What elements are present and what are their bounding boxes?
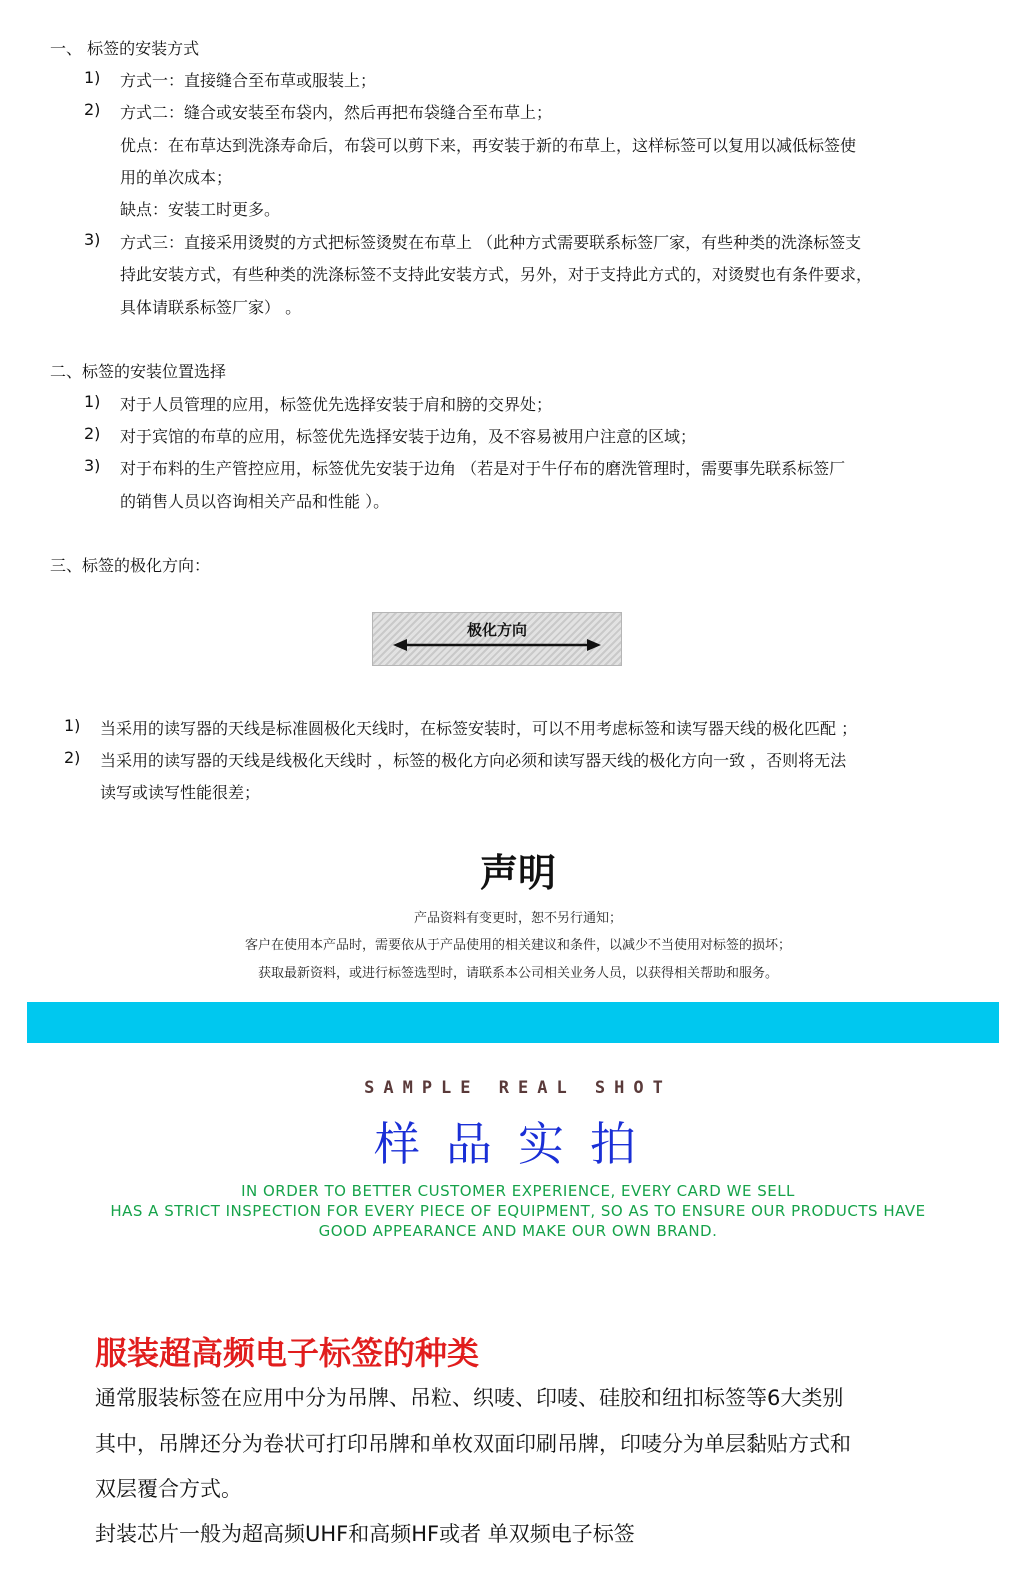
sample-english-title: SAMPLE REAL SHOT [364, 1078, 672, 1098]
sample-green-line3: GOOD APPEARANCE AND MAKE OUR OWN BRAND. [318, 1222, 718, 1240]
section1-item1-num: 1) [84, 68, 101, 87]
sample-green-line1: IN ORDER TO BETTER CUSTOMER EXPERIENCE, EVERY CARD WE SELL [241, 1182, 795, 1200]
section2-item1-num: 1) [84, 392, 101, 411]
section1-pros-line2: 用的单次成本； [120, 168, 233, 187]
section3-item1-num: 1) [64, 716, 81, 735]
section1-item1-text: 方式一：直接缝合至布草或服装上； [120, 71, 377, 90]
polarization-label: 极化方向 [466, 621, 527, 639]
section1-item3-line3: 具体请联系标签厂家） 。 [120, 298, 302, 317]
section3-item2-cont: 读写或读写性能很差； [100, 783, 261, 802]
section3-item2-num: 2) [64, 748, 81, 767]
section3-item2-text: 当采用的读写器的天线是线极化天线时 ，标签的极化方向必须和读写器天线的极化方向一致 ，否则将无法 [100, 751, 847, 770]
section1-heading: 一、 标签的安装方式 [50, 39, 200, 58]
section3-heading: 三、标签的极化方向： [50, 556, 211, 575]
statement-line1: 产品资料有变更时，恕不另行通知； [413, 911, 622, 926]
section1-item3-num: 3) [84, 230, 101, 249]
double-arrow-icon [393, 637, 601, 653]
types-line4: 封装芯片一般为超高频UHF和高频HF或者 单双频电子标签 [95, 1522, 635, 1546]
section1-item3-line2: 持此安装方式，有些种类的洗涤标签不支持此安装方式，另外，对于支持此方式的，对烫熨也有条件要求， [120, 265, 873, 284]
statement-line3: 获取最新资料，或进行标签选型时，请联系本公司相关业务人员，以获得相关帮助和服务。 [257, 966, 778, 981]
section1-pros-line1: 优点：在布草达到洗涤寿命后，布袋可以剪下来，再安装于新的布草上，这样标签可以复用以减低标签使 [120, 136, 857, 155]
section2-item2-text: 对于宾馆的布草的应用，标签优先选择安装于边角，及不容易被用户注意的区域； [120, 427, 697, 446]
types-line2: 其中，吊牌还分为卷状可打印吊牌和单枚双面印刷吊牌，印唛分为单层黏贴方式和 [95, 1432, 851, 1456]
sample-green-line2: HAS A STRICT INSPECTION FOR EVERY PIECE OF EQUIPMENT, SO AS TO ENSURE OUR PRODUCTS HAVE [110, 1202, 926, 1220]
sample-chinese-title: 样品实拍 [374, 1117, 662, 1171]
cyan-divider-band [27, 1002, 999, 1043]
section2-item3-num: 3) [84, 456, 101, 475]
section1-item2-text: 方式二：缝合或安装至布袋内，然后再把布袋缝合至布草上； [120, 103, 553, 122]
section3-item1-text: 当采用的读写器的天线是标准圆极化天线时，在标签安装时，可以不用考虑标签和读写器天线的极化匹配 ； [100, 719, 858, 738]
types-title: 服装超高频电子标签的种类 [95, 1334, 480, 1372]
statement-title: 声明 [479, 851, 556, 895]
statement-line2: 客户在使用本产品时，需要依从于产品使用的相关建议和条件，以减少不当使用对标签的损坏； [244, 938, 791, 953]
section2-item2-num: 2) [84, 424, 101, 443]
section2-item3-text: 对于布料的生产管控应用，标签优先安装于边角 （若是对于牛仔布的磨洗管理时，需要事先联系标签厂 [120, 459, 846, 478]
section1-cons: 缺点：安装工时更多。 [120, 200, 281, 219]
section2-heading: 二、标签的安装位置选择 [50, 362, 227, 381]
section2-item1-text: 对于人员管理的应用，标签优先选择安装于肩和膀的交界处； [120, 395, 553, 414]
section1-item2-num: 2) [84, 100, 101, 119]
types-line3: 双层覆合方式。 [95, 1477, 242, 1501]
polarization-tag-image [372, 612, 622, 666]
section2-item3-cont: 的销售人员以咨询相关产品和性能 ）。 [120, 492, 390, 511]
types-line1: 通常服装标签在应用中分为吊牌、吊粒、织唛、印唛、硅胶和纽扣标签等6大类别 [95, 1386, 844, 1410]
section1-item3-line1: 方式三：直接采用烫熨的方式把标签烫熨在布草上 （此种方式需要联系标签厂家，有些种类的洗涤标签支 [120, 233, 862, 252]
